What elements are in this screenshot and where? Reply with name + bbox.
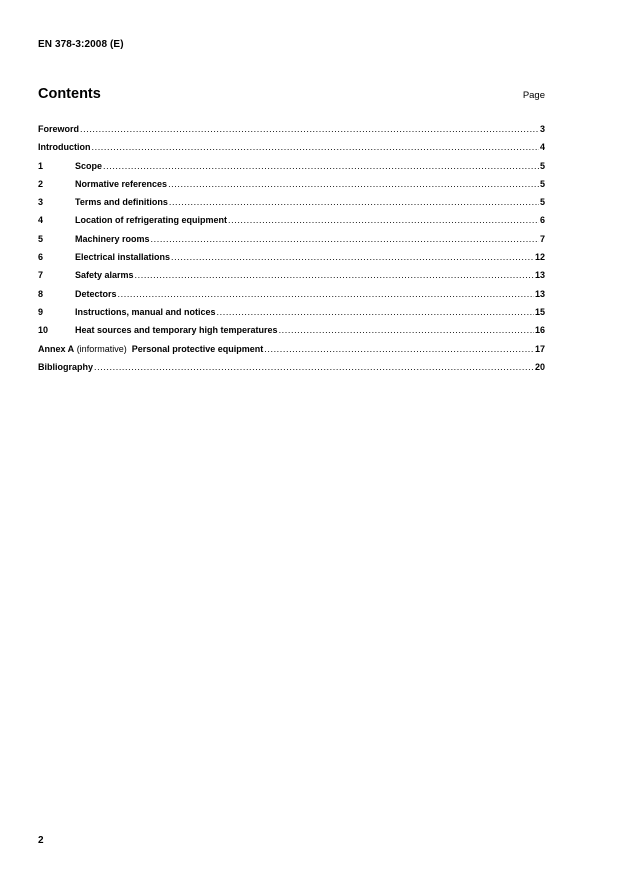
dot-leader: [217, 307, 534, 317]
toc-entry-title: Instructions, manual and notices: [75, 306, 216, 317]
toc-entry-page: 17: [534, 343, 545, 354]
dot-leader: [92, 142, 539, 152]
dot-leader: [80, 124, 539, 134]
toc-entry-title: Safety alarms: [75, 270, 134, 281]
toc-entry-title: Location of refrigerating equipment: [75, 215, 228, 226]
dot-leader: [264, 344, 534, 354]
dot-leader: [228, 215, 539, 225]
toc-entry-terms-and-definitions[interactable]: [38, 197, 545, 215]
toc-entry-instructions[interactable]: [38, 307, 545, 325]
toc-entry-page: 13: [534, 288, 545, 299]
toc-entry-title: Introduction: [38, 142, 91, 153]
toc-entry-number: 2: [38, 178, 44, 189]
toc-entry-location[interactable]: [38, 215, 545, 233]
toc-entry-annex-a[interactable]: [38, 344, 545, 362]
dot-leader: [171, 252, 534, 262]
toc-entry-title: Detectors: [75, 288, 117, 299]
dot-leader: [118, 289, 534, 299]
toc-entry-number: 4: [38, 215, 44, 226]
page-number: 2: [38, 835, 44, 846]
toc-entry-bibliography[interactable]: [38, 362, 545, 380]
dot-leader: [151, 234, 539, 244]
toc-entry-detectors[interactable]: [38, 289, 545, 307]
table-of-contents: [38, 124, 545, 380]
toc-entry-page: 13: [534, 270, 545, 281]
dot-leader: [169, 197, 539, 207]
toc-entry-title: Foreword: [38, 124, 80, 134]
toc-entry-page: 7: [539, 233, 545, 244]
toc-entry-normative-references[interactable]: [38, 179, 545, 197]
toc-entry-machinery-rooms[interactable]: [38, 234, 545, 252]
toc-entry-number: 9: [38, 306, 44, 317]
toc-entry-title: Scope: [75, 160, 103, 171]
dot-leader: [279, 325, 534, 335]
toc-entry-number: 7: [38, 270, 44, 281]
toc-entry-number: 3: [38, 197, 44, 208]
toc-entry-title: Terms and definitions: [75, 197, 168, 208]
toc-entry-page: 20: [534, 361, 545, 372]
toc-entry-page: 5: [539, 178, 545, 189]
toc-entry-number: 6: [38, 252, 44, 263]
toc-entry-number: 1: [38, 160, 44, 171]
dot-leader: [94, 362, 534, 372]
toc-entry-page: 12: [534, 252, 545, 263]
toc-entry-introduction[interactable]: [38, 142, 545, 160]
toc-entry-title: Normative references: [75, 178, 168, 189]
toc-entry-heat-sources[interactable]: [38, 325, 545, 343]
toc-entry-title: [38, 344, 263, 354]
toc-entry-safety-alarms[interactable]: [38, 270, 545, 288]
annex-title: Personal protective equipment: [131, 343, 264, 354]
toc-entry-number: 5: [38, 233, 44, 244]
toc-entry-foreword[interactable]: [38, 124, 545, 142]
toc-entry-number: 10: [38, 325, 49, 336]
annex-label: Annex A: [38, 343, 75, 354]
page-title: Contents: [38, 86, 101, 102]
toc-entry-title: Bibliography: [38, 361, 94, 372]
toc-entry-title: Heat sources and temporary high temperatures: [75, 325, 278, 336]
toc-entry-page: 5: [539, 197, 545, 208]
dot-leader: [168, 179, 539, 189]
toc-entry-number: 8: [38, 288, 44, 299]
toc-entry-page: 4: [539, 142, 545, 153]
dot-leader: [135, 270, 534, 280]
toc-entry-title: Machinery rooms: [75, 233, 150, 244]
toc-entry-page: 6: [539, 215, 545, 226]
toc-entry-page: 15: [534, 306, 545, 317]
toc-entry-scope[interactable]: [38, 161, 545, 179]
annex-type: (informative): [76, 343, 127, 354]
toc-entry-electrical-installations[interactable]: [38, 252, 545, 270]
toc-entry-page: 5: [539, 160, 545, 171]
toc-entry-page: 3: [539, 124, 545, 134]
toc-entry-page: 16: [534, 325, 545, 336]
dot-leader: [103, 161, 539, 171]
toc-entry-title: Electrical installations: [75, 252, 171, 263]
document-header: EN 378-3:2008 (E): [38, 39, 124, 50]
page-column-label: Page: [522, 90, 545, 101]
